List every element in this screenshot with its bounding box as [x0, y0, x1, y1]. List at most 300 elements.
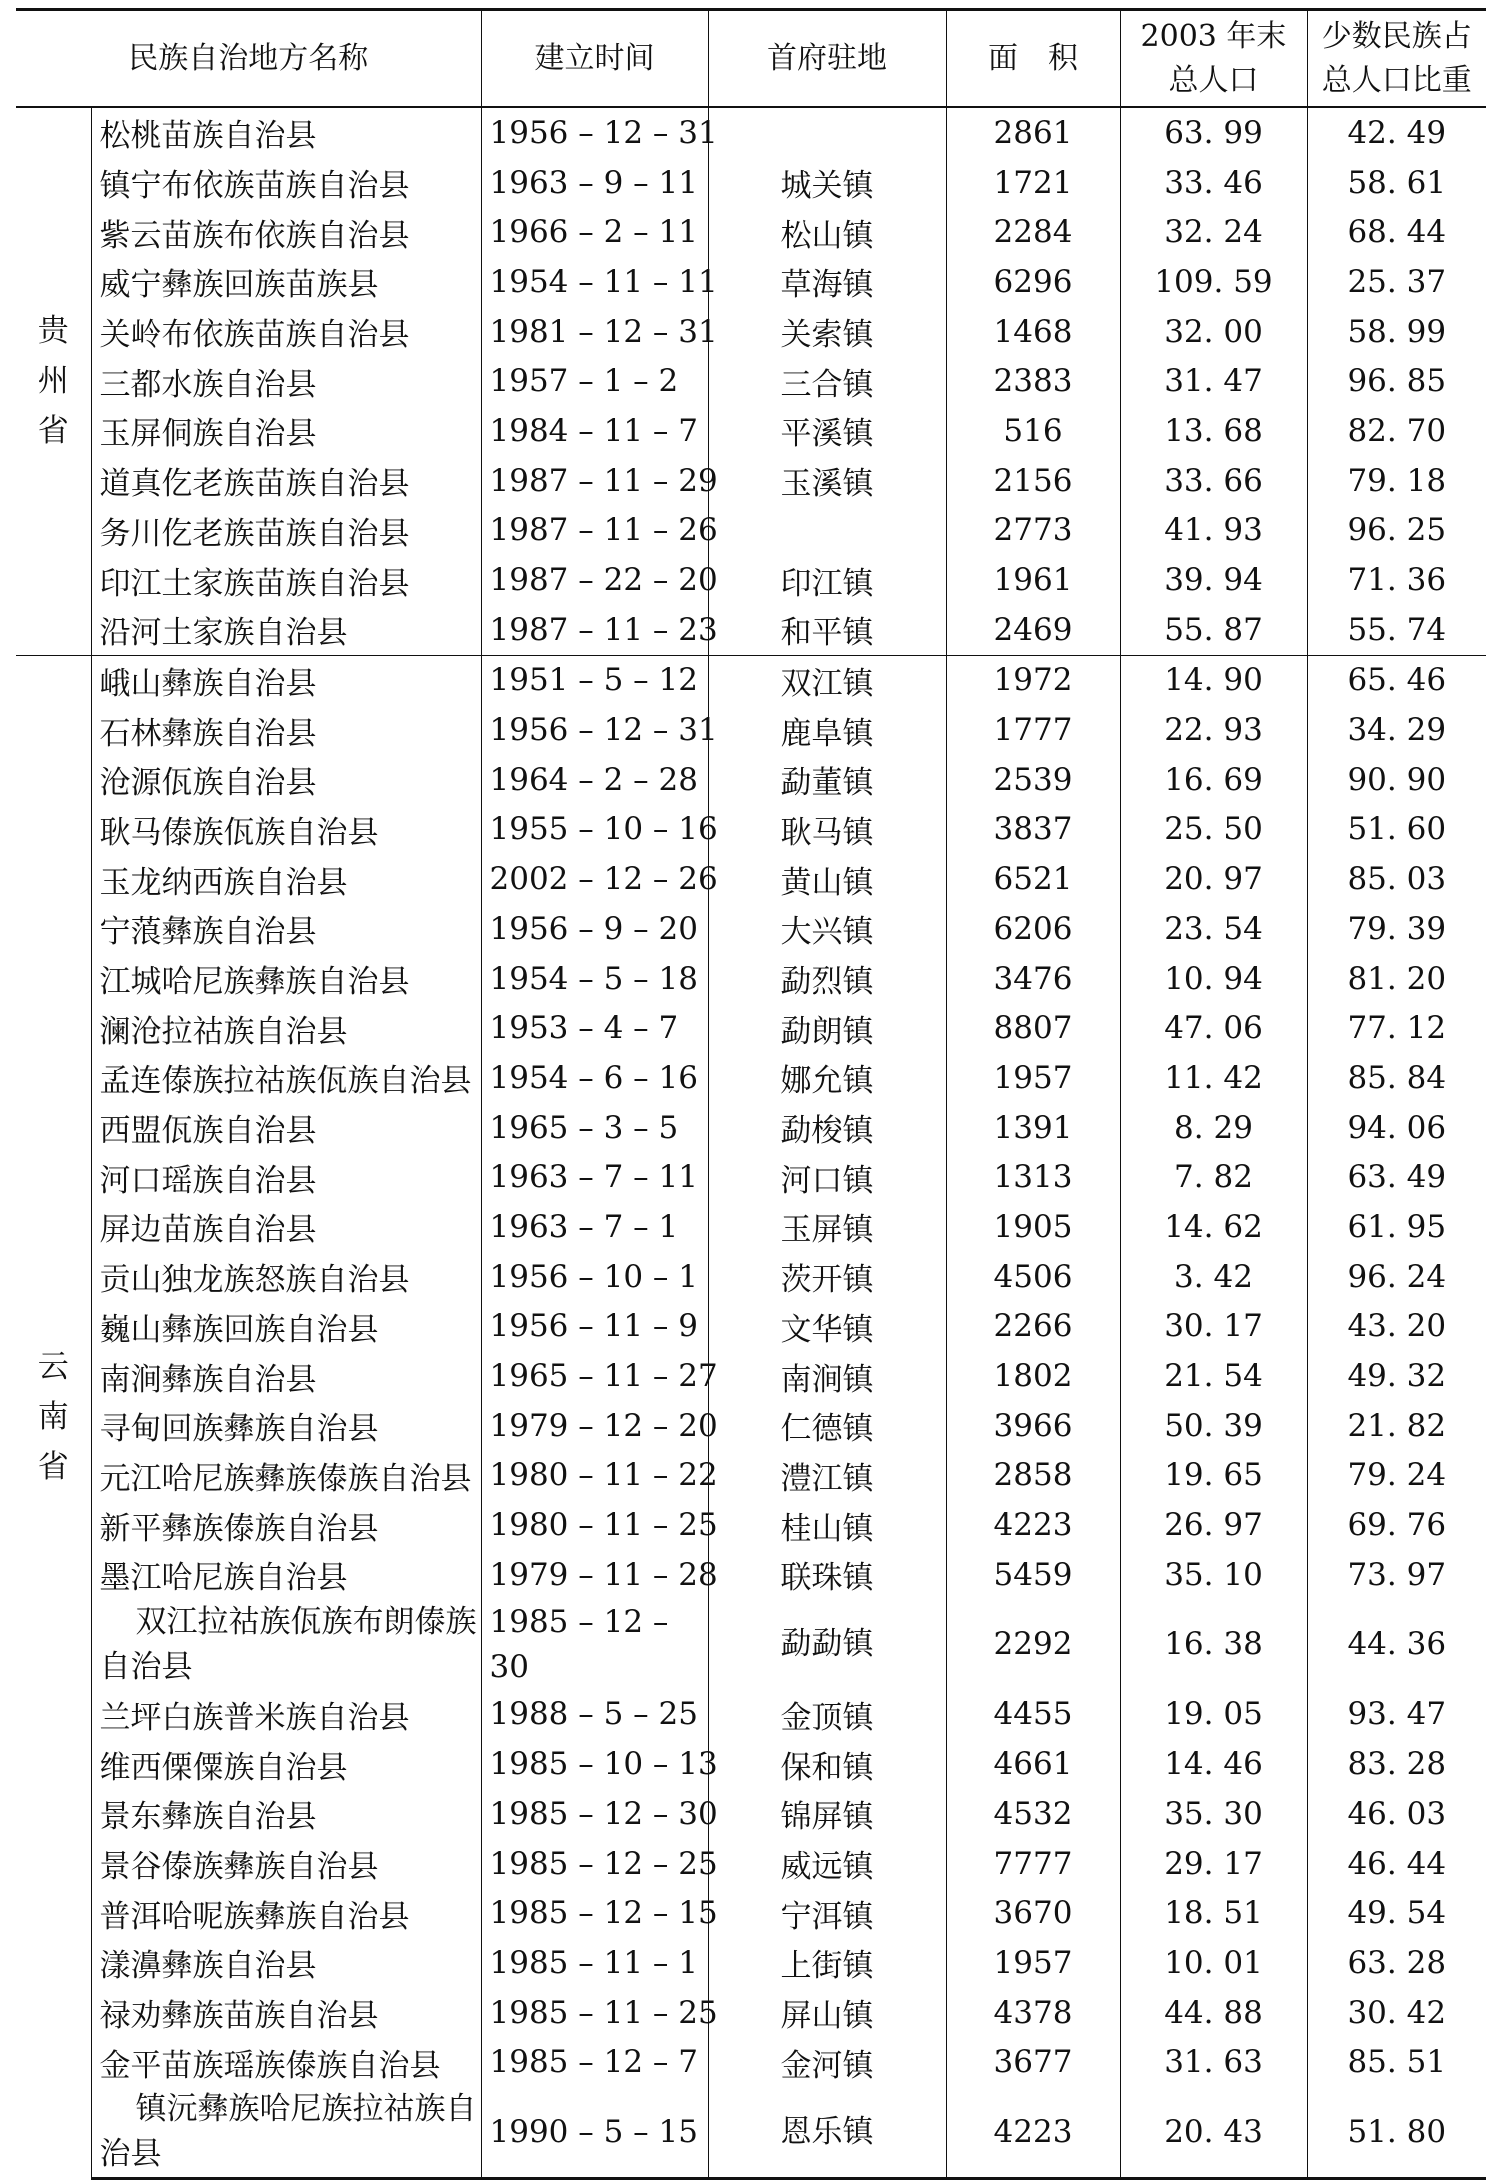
area-value: 1961 — [946, 555, 1120, 605]
population-value: 55. 87 — [1120, 605, 1307, 655]
county-name: 景谷傣族彝族自治县 — [91, 1839, 481, 1889]
table-body — [16, 107, 1486, 2179]
founding-date: 1990 – 5 – 15 — [481, 2087, 708, 2179]
founding-date: 1984 – 11 – 7 — [481, 406, 708, 456]
seat-town: 保和镇 — [708, 1739, 946, 1789]
seat-town: 勐朗镇 — [708, 1003, 946, 1053]
province-char: 州 — [37, 363, 69, 400]
table-row — [16, 307, 1486, 357]
table-row — [16, 1053, 1486, 1103]
header-name: 民族自治地方名称 — [16, 10, 481, 108]
header-date: 建立时间 — [481, 10, 708, 108]
seat-town: 澧江镇 — [708, 1451, 946, 1501]
minority-ratio-value: 51. 80 — [1307, 2087, 1486, 2179]
seat-town: 金河镇 — [708, 2037, 946, 2087]
county-name: 漾濞彝族自治县 — [91, 1938, 481, 1988]
seat-town: 勐梭镇 — [708, 1103, 946, 1153]
seat-town: 双江镇 — [708, 655, 946, 705]
population-value: 33. 46 — [1120, 158, 1307, 208]
founding-date: 1985 – 12 – 7 — [481, 2037, 708, 2087]
table-row — [16, 1938, 1486, 1988]
area-value: 8807 — [946, 1003, 1120, 1053]
area-value: 2861 — [946, 107, 1120, 158]
population-value: 32. 24 — [1120, 207, 1307, 257]
minority-ratio-value: 79. 18 — [1307, 456, 1486, 506]
table-row — [16, 456, 1486, 506]
county-name: 双江拉祜族佤族布朗傣族自治县 — [91, 1600, 481, 1690]
seat-town: 黄山镇 — [708, 854, 946, 904]
province-label — [16, 107, 91, 655]
seat-town: 勐烈镇 — [708, 954, 946, 1004]
minority-ratio-value: 55. 74 — [1307, 605, 1486, 655]
seat-town: 仁德镇 — [708, 1401, 946, 1451]
population-value: 31. 47 — [1120, 356, 1307, 406]
founding-date: 1951 – 5 – 12 — [481, 655, 708, 705]
county-name: 金平苗族瑶族傣族自治县 — [91, 2037, 481, 2087]
population-value: 29. 17 — [1120, 1839, 1307, 1889]
founding-date: 1963 – 7 – 1 — [481, 1202, 708, 1252]
county-name: 紫云苗族布依族自治县 — [91, 207, 481, 257]
county-name: 印江土家族苗族自治县 — [91, 555, 481, 605]
seat-town: 大兴镇 — [708, 904, 946, 954]
county-name: 务川仡老族苗族自治县 — [91, 506, 481, 556]
county-name: 玉龙纳西族自治县 — [91, 854, 481, 904]
county-name: 镇宁布依族苗族自治县 — [91, 158, 481, 208]
population-value: 23. 54 — [1120, 904, 1307, 954]
seat-town: 茨开镇 — [708, 1252, 946, 1302]
county-name: 寻甸回族彝族自治县 — [91, 1401, 481, 1451]
minority-ratio-value: 30. 42 — [1307, 1988, 1486, 2038]
area-value: 4223 — [946, 1500, 1120, 1550]
population-value: 14. 46 — [1120, 1739, 1307, 1789]
founding-date: 2002 – 12 – 26 — [481, 854, 708, 904]
table-row — [16, 854, 1486, 904]
table-row — [16, 1888, 1486, 1938]
founding-date: 1985 – 12 – 25 — [481, 1839, 708, 1889]
minority-ratio-value: 34. 29 — [1307, 705, 1486, 755]
table-row — [16, 1103, 1486, 1153]
founding-date: 1979 – 12 – 20 — [481, 1401, 708, 1451]
county-name: 石林彝族自治县 — [91, 705, 481, 755]
founding-date: 1965 – 3 – 5 — [481, 1103, 708, 1153]
founding-date: 1980 – 11 – 25 — [481, 1500, 708, 1550]
table-row — [16, 107, 1486, 158]
founding-date: 1987 – 11 – 29 — [481, 456, 708, 506]
table-row — [16, 805, 1486, 855]
seat-town: 金顶镇 — [708, 1690, 946, 1740]
seat-town: 威远镇 — [708, 1839, 946, 1889]
minority-ratio-value: 65. 46 — [1307, 655, 1486, 705]
population-value: 35. 30 — [1120, 1789, 1307, 1839]
county-name: 普洱哈呢族彝族自治县 — [91, 1888, 481, 1938]
founding-date: 1956 – 10 – 1 — [481, 1252, 708, 1302]
minority-ratio-value: 85. 84 — [1307, 1053, 1486, 1103]
area-value: 1391 — [946, 1103, 1120, 1153]
founding-date: 1966 – 2 – 11 — [481, 207, 708, 257]
seat-town: 印江镇 — [708, 555, 946, 605]
founding-date: 1985 – 10 – 13 — [481, 1739, 708, 1789]
seat-town: 平溪镇 — [708, 406, 946, 456]
area-value: 2383 — [946, 356, 1120, 406]
minority-ratio-value: 90. 90 — [1307, 755, 1486, 805]
area-value: 1972 — [946, 655, 1120, 705]
table-row — [16, 356, 1486, 406]
area-value: 1313 — [946, 1152, 1120, 1202]
population-value: 39. 94 — [1120, 555, 1307, 605]
founding-date: 1988 – 5 – 25 — [481, 1690, 708, 1740]
population-value: 20. 97 — [1120, 854, 1307, 904]
seat-town: 关索镇 — [708, 307, 946, 357]
county-name: 新平彝族傣族自治县 — [91, 1500, 481, 1550]
county-name: 道真仡老族苗族自治县 — [91, 456, 481, 506]
table-row — [16, 2087, 1486, 2179]
seat-town: 河口镇 — [708, 1152, 946, 1202]
population-value: 19. 05 — [1120, 1690, 1307, 1740]
county-name: 景东彝族自治县 — [91, 1789, 481, 1839]
population-value: 35. 10 — [1120, 1550, 1307, 1600]
province-char: 省 — [37, 413, 69, 450]
minority-ratio-value: 63. 28 — [1307, 1938, 1486, 1988]
area-value: 1777 — [946, 705, 1120, 755]
population-value: 41. 93 — [1120, 506, 1307, 556]
population-value: 3. 42 — [1120, 1252, 1307, 1302]
seat-town: 城关镇 — [708, 158, 946, 208]
province-char: 贵 — [37, 313, 69, 350]
area-value: 3837 — [946, 805, 1120, 855]
area-value: 5459 — [946, 1550, 1120, 1600]
header-population-line1: 2003 年末 — [1140, 18, 1287, 54]
population-value: 11. 42 — [1120, 1053, 1307, 1103]
minority-ratio-value: 96. 25 — [1307, 506, 1486, 556]
table-row — [16, 1202, 1486, 1252]
seat-town: 联珠镇 — [708, 1550, 946, 1600]
population-value: 8. 29 — [1120, 1103, 1307, 1153]
minority-ratio-value: 61. 95 — [1307, 1202, 1486, 1252]
seat-town: 桂山镇 — [708, 1500, 946, 1550]
minority-ratio-value: 58. 99 — [1307, 307, 1486, 357]
area-value: 4223 — [946, 2087, 1120, 2179]
table-row — [16, 755, 1486, 805]
population-value: 50. 39 — [1120, 1401, 1307, 1451]
population-value: 19. 65 — [1120, 1451, 1307, 1501]
founding-date: 1956 – 12 – 31 — [481, 705, 708, 755]
population-value: 109. 59 — [1120, 257, 1307, 307]
area-value: 2156 — [946, 456, 1120, 506]
county-name: 三都水族自治县 — [91, 356, 481, 406]
founding-date: 1963 – 7 – 11 — [481, 1152, 708, 1202]
area-value: 2773 — [946, 506, 1120, 556]
area-value: 4506 — [946, 1252, 1120, 1302]
county-name: 墨江哈尼族自治县 — [91, 1550, 481, 1600]
seat-town: 松山镇 — [708, 207, 946, 257]
founding-date: 1954 – 11 – 11 — [481, 257, 708, 307]
area-value: 516 — [946, 406, 1120, 456]
county-name: 沿河土家族自治县 — [91, 605, 481, 655]
minority-ratio-value: 51. 60 — [1307, 805, 1486, 855]
founding-date: 1954 – 5 – 18 — [481, 954, 708, 1004]
seat-town: 耿马镇 — [708, 805, 946, 855]
table-row — [16, 506, 1486, 556]
minority-ratio-value: 69. 76 — [1307, 1500, 1486, 1550]
founding-date: 1985 – 12 – 30 — [481, 1600, 708, 1690]
county-name: 宁蒗彝族自治县 — [91, 904, 481, 954]
area-value: 1802 — [946, 1351, 1120, 1401]
county-name: 孟连傣族拉祜族佤族自治县 — [91, 1053, 481, 1103]
area-value: 1721 — [946, 158, 1120, 208]
minority-ratio-value: 77. 12 — [1307, 1003, 1486, 1053]
seat-town: 恩乐镇 — [708, 2087, 946, 2179]
province-char: 云 — [37, 1349, 69, 1386]
county-name: 镇沅彝族哈尼族拉祜族自治县 — [91, 2087, 481, 2179]
population-value: 63. 99 — [1120, 107, 1307, 158]
autonomous-county-table — [16, 8, 1486, 2180]
population-value: 10. 94 — [1120, 954, 1307, 1004]
minority-ratio-value: 44. 36 — [1307, 1600, 1486, 1690]
population-value: 30. 17 — [1120, 1302, 1307, 1352]
table-row — [16, 1789, 1486, 1839]
area-value: 3966 — [946, 1401, 1120, 1451]
seat-town — [708, 506, 946, 556]
table-row — [16, 1152, 1486, 1202]
minority-ratio-value: 82. 70 — [1307, 406, 1486, 456]
seat-town: 玉溪镇 — [708, 456, 946, 506]
minority-ratio-value: 96. 85 — [1307, 356, 1486, 406]
header-ratio-line1: 少数民族占 — [1321, 18, 1472, 54]
area-value: 2858 — [946, 1451, 1120, 1501]
table-row — [16, 1302, 1486, 1352]
county-name: 西盟佤族自治县 — [91, 1103, 481, 1153]
table-row — [16, 2037, 1486, 2087]
population-value: 14. 90 — [1120, 655, 1307, 705]
population-value: 21. 54 — [1120, 1351, 1307, 1401]
table-row — [16, 207, 1486, 257]
area-value: 1957 — [946, 1053, 1120, 1103]
area-value: 1905 — [946, 1202, 1120, 1252]
founding-date: 1954 – 6 – 16 — [481, 1053, 708, 1103]
founding-date: 1963 – 9 – 11 — [481, 158, 708, 208]
county-name: 松桃苗族自治县 — [91, 107, 481, 158]
founding-date: 1985 – 11 – 25 — [481, 1988, 708, 2038]
table-row — [16, 1839, 1486, 1889]
seat-town: 勐董镇 — [708, 755, 946, 805]
minority-ratio-value: 85. 03 — [1307, 854, 1486, 904]
population-value: 32. 00 — [1120, 307, 1307, 357]
minority-ratio-value: 63. 49 — [1307, 1152, 1486, 1202]
table-row — [16, 605, 1486, 655]
population-value: 33. 66 — [1120, 456, 1307, 506]
population-value: 22. 93 — [1120, 705, 1307, 755]
population-value: 44. 88 — [1120, 1988, 1307, 2038]
table-row — [16, 1550, 1486, 1600]
founding-date: 1956 – 12 – 31 — [481, 107, 708, 158]
population-value: 16. 38 — [1120, 1600, 1307, 1690]
founding-date: 1956 – 9 – 20 — [481, 904, 708, 954]
table-row — [16, 1401, 1486, 1451]
founding-date: 1980 – 11 – 22 — [481, 1451, 708, 1501]
founding-date: 1981 – 12 – 31 — [481, 307, 708, 357]
county-name: 巍山彝族回族自治县 — [91, 1302, 481, 1352]
seat-town: 草海镇 — [708, 257, 946, 307]
founding-date: 1987 – 11 – 23 — [481, 605, 708, 655]
table-row — [16, 1739, 1486, 1789]
table-row — [16, 904, 1486, 954]
county-name: 沧源佤族自治县 — [91, 755, 481, 805]
area-value: 1468 — [946, 307, 1120, 357]
header-population — [1120, 10, 1307, 108]
area-value: 3476 — [946, 954, 1120, 1004]
table-row — [16, 1351, 1486, 1401]
seat-town: 和平镇 — [708, 605, 946, 655]
table-row — [16, 158, 1486, 208]
founding-date: 1956 – 11 – 9 — [481, 1302, 708, 1352]
table-row — [16, 257, 1486, 307]
population-value: 18. 51 — [1120, 1888, 1307, 1938]
minority-ratio-value: 46. 03 — [1307, 1789, 1486, 1839]
county-name: 禄劝彝族苗族自治县 — [91, 1988, 481, 2038]
table-row — [16, 655, 1486, 705]
county-name: 屏边苗族自治县 — [91, 1202, 481, 1252]
table-row — [16, 1988, 1486, 2038]
population-value: 10. 01 — [1120, 1938, 1307, 1988]
seat-town: 南涧镇 — [708, 1351, 946, 1401]
minority-ratio-value: 42. 49 — [1307, 107, 1486, 158]
county-name: 维西傈僳族自治县 — [91, 1739, 481, 1789]
area-value: 2292 — [946, 1600, 1120, 1690]
area-value: 2284 — [946, 207, 1120, 257]
county-name: 耿马傣族佤族自治县 — [91, 805, 481, 855]
seat-town: 三合镇 — [708, 356, 946, 406]
minority-ratio-value: 49. 54 — [1307, 1888, 1486, 1938]
table-row — [16, 1003, 1486, 1053]
founding-date: 1964 – 2 – 28 — [481, 755, 708, 805]
population-value: 13. 68 — [1120, 406, 1307, 456]
population-value: 16. 69 — [1120, 755, 1307, 805]
area-value: 2469 — [946, 605, 1120, 655]
population-value: 31. 63 — [1120, 2037, 1307, 2087]
area-value: 6206 — [946, 904, 1120, 954]
county-name: 玉屏侗族自治县 — [91, 406, 481, 456]
area-value: 4532 — [946, 1789, 1120, 1839]
area-value: 4455 — [946, 1690, 1120, 1740]
population-value: 47. 06 — [1120, 1003, 1307, 1053]
minority-ratio-value: 21. 82 — [1307, 1401, 1486, 1451]
minority-ratio-value: 81. 20 — [1307, 954, 1486, 1004]
area-value: 3677 — [946, 2037, 1120, 2087]
minority-ratio-value: 83. 28 — [1307, 1739, 1486, 1789]
population-value: 7. 82 — [1120, 1152, 1307, 1202]
county-name: 威宁彝族回族苗族县 — [91, 257, 481, 307]
table-row — [16, 954, 1486, 1004]
seat-town: 文华镇 — [708, 1302, 946, 1352]
minority-ratio-value: 68. 44 — [1307, 207, 1486, 257]
seat-town: 宁洱镇 — [708, 1888, 946, 1938]
founding-date: 1985 – 12 – 30 — [481, 1789, 708, 1839]
minority-ratio-value: 25. 37 — [1307, 257, 1486, 307]
founding-date: 1965 – 11 – 27 — [481, 1351, 708, 1401]
header-ratio-line2: 总人口比重 — [1321, 62, 1472, 98]
minority-ratio-value: 79. 24 — [1307, 1451, 1486, 1501]
minority-ratio-value: 71. 36 — [1307, 555, 1486, 605]
province-char: 省 — [37, 1449, 69, 1486]
area-value: 4378 — [946, 1988, 1120, 2038]
founding-date: 1985 – 11 – 1 — [481, 1938, 708, 1988]
seat-town: 锦屏镇 — [708, 1789, 946, 1839]
county-name: 南涧彝族自治县 — [91, 1351, 481, 1401]
founding-date: 1987 – 22 – 20 — [481, 555, 708, 605]
county-name: 江城哈尼族彝族自治县 — [91, 954, 481, 1004]
table-row — [16, 1451, 1486, 1501]
minority-ratio-value: 73. 97 — [1307, 1550, 1486, 1600]
seat-town: 鹿阜镇 — [708, 705, 946, 755]
header-population-line2: 总人口 — [1168, 62, 1259, 98]
table-row — [16, 1690, 1486, 1740]
minority-ratio-value: 93. 47 — [1307, 1690, 1486, 1740]
province-char: 南 — [37, 1399, 69, 1436]
area-value: 1957 — [946, 1938, 1120, 1988]
founding-date: 1953 – 4 – 7 — [481, 1003, 708, 1053]
table-row — [16, 1600, 1486, 1690]
minority-ratio-value: 43. 20 — [1307, 1302, 1486, 1352]
minority-ratio-value: 79. 39 — [1307, 904, 1486, 954]
minority-ratio-value: 85. 51 — [1307, 2037, 1486, 2087]
table-row — [16, 705, 1486, 755]
area-value: 6521 — [946, 854, 1120, 904]
area-value: 6296 — [946, 257, 1120, 307]
table-row — [16, 1500, 1486, 1550]
header-seat: 首府驻地 — [708, 10, 946, 108]
area-value: 7777 — [946, 1839, 1120, 1889]
area-value: 4661 — [946, 1739, 1120, 1789]
population-value: 26. 97 — [1120, 1500, 1307, 1550]
county-name: 澜沧拉祜族自治县 — [91, 1003, 481, 1053]
founding-date: 1987 – 11 – 26 — [481, 506, 708, 556]
seat-town — [708, 107, 946, 158]
seat-town: 上街镇 — [708, 1938, 946, 1988]
area-value: 3670 — [946, 1888, 1120, 1938]
population-value: 25. 50 — [1120, 805, 1307, 855]
founding-date: 1955 – 10 – 16 — [481, 805, 708, 855]
table-row — [16, 1252, 1486, 1302]
seat-town: 勐勐镇 — [708, 1600, 946, 1690]
population-value: 20. 43 — [1120, 2087, 1307, 2179]
minority-ratio-value: 49. 32 — [1307, 1351, 1486, 1401]
minority-ratio-value: 46. 44 — [1307, 1839, 1486, 1889]
province-label — [16, 655, 91, 2179]
area-value: 2539 — [946, 755, 1120, 805]
minority-ratio-value: 96. 24 — [1307, 1252, 1486, 1302]
minority-ratio-value: 94. 06 — [1307, 1103, 1486, 1153]
seat-town: 屏山镇 — [708, 1988, 946, 2038]
county-name: 兰坪白族普米族自治县 — [91, 1690, 481, 1740]
table-row — [16, 406, 1486, 456]
seat-town: 娜允镇 — [708, 1053, 946, 1103]
table-header — [16, 10, 1486, 108]
county-name: 贡山独龙族怒族自治县 — [91, 1252, 481, 1302]
header-area: 面 积 — [946, 10, 1120, 108]
seat-town: 玉屏镇 — [708, 1202, 946, 1252]
minority-ratio-value: 58. 61 — [1307, 158, 1486, 208]
founding-date: 1979 – 11 – 28 — [481, 1550, 708, 1600]
county-name: 关岭布依族苗族自治县 — [91, 307, 481, 357]
area-value: 2266 — [946, 1302, 1120, 1352]
county-name: 元江哈尼族彝族傣族自治县 — [91, 1451, 481, 1501]
header-minority-ratio — [1307, 10, 1486, 108]
population-value: 14. 62 — [1120, 1202, 1307, 1252]
table-row — [16, 555, 1486, 605]
county-name: 河口瑶族自治县 — [91, 1152, 481, 1202]
founding-date: 1957 – 1 – 2 — [481, 356, 708, 406]
founding-date: 1985 – 12 – 15 — [481, 1888, 708, 1938]
